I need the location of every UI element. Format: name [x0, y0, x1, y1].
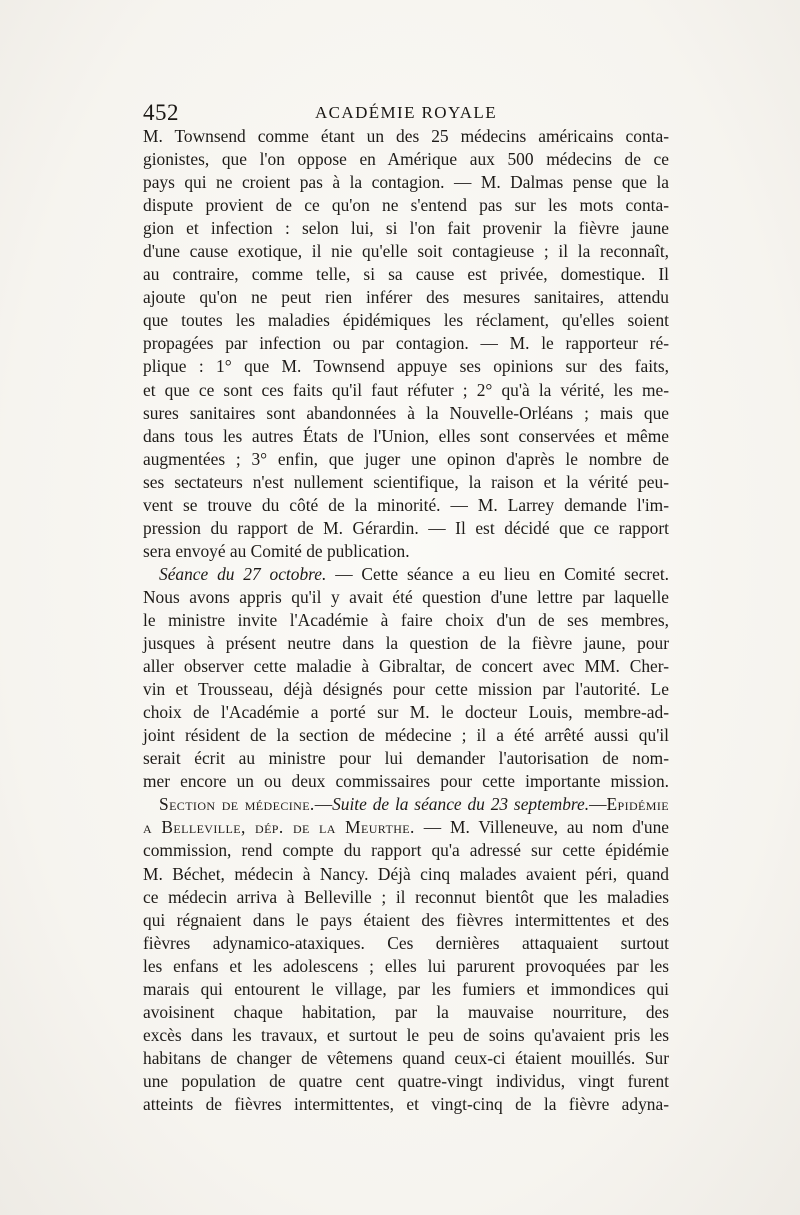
seance-text: — Cette séance a eu lieu en Comité secret.	[326, 563, 669, 584]
text-line: ce médecin arriva à Belleville ; il reconnut bientôt que les maladies	[143, 886, 669, 907]
text-line: joint résident de la section de médecine ; il a été arrêté aussi qu'il	[143, 725, 669, 746]
text-line: dans tous les autres États de l'Union, elles sont conservées et même	[143, 425, 669, 446]
text-line: propagées par infection ou par contagion. — M. le rapporteur ré-	[143, 333, 669, 354]
text-line: avoisinent chaque habitation, par la mauvaise nourriture, des	[143, 1001, 669, 1022]
text-line: augmentées ; 3° enfin, que juger une opinon d'après le nombre de	[143, 448, 669, 469]
text-line: le ministre invite l'Académie à faire choix d'un de ses membres,	[143, 609, 669, 630]
text-line: au contraire, comme telle, si sa cause est privée, domestique. Il	[143, 264, 669, 285]
text-line: choix de l'Académie a porté sur M. le docteur Louis, membre-ad-	[143, 702, 669, 723]
text-line: dispute provient de ce qu'on ne s'entend pas sur les mots conta-	[143, 195, 669, 216]
text-line: sera envoyé au Comité de publication.	[143, 540, 410, 561]
body-text	[143, 125, 669, 1116]
text-line: les enfans et les adolescens ; elles lui parurent provoquées par les	[143, 955, 669, 976]
section-separator: —	[589, 794, 607, 815]
text-line: pays qui ne croient pas à la contagion. — M. Dalmas pense que la	[143, 172, 669, 193]
text-line: que toutes les maladies épidémiques les réclament, qu'elles soient	[143, 310, 669, 331]
text-line: qui régnaient dans le pays étaient des fièvres intermittentes et des	[143, 909, 669, 930]
section-subtitle: Suite de la séance du 23 septembre.	[332, 794, 590, 815]
text-line: commission, rend compte du rapport qu'a adressé sur cette épidémie	[143, 840, 669, 861]
text-line: plique : 1° que M. Townsend appuye ses opinions sur des faits,	[143, 356, 669, 377]
text-line: sures sanitaires sont abandonnées à la Nouvelle-Orléans ; mais que	[143, 402, 669, 423]
seance-paragraph-start	[143, 563, 669, 586]
section-heading: Section de médecine.	[159, 794, 315, 815]
text-line: habitans de changer de vêtemens quand ceux-ci étaient mouillés. Sur	[143, 1047, 669, 1068]
seance-label: Séance du 27 octobre.	[159, 563, 327, 584]
text-line: ses sectateurs n'est nullement scientifique, la raison et la vérité peu-	[143, 471, 669, 492]
text-line: aller observer cette maladie à Gibraltar, de concert avec MM. Cher-	[143, 656, 669, 677]
page-header	[143, 100, 669, 126]
text-line: excès dans les travaux, et surtout le peu de soins qu'avaient pris les	[143, 1024, 669, 1045]
belleville-place: a Belleville, dép. de la Meurthe.	[143, 817, 415, 838]
belleville-line	[143, 816, 669, 839]
text-line: Nous avons appris qu'il y avait été question d'une lettre par laquelle	[143, 586, 669, 607]
text-line: fièvres adynamico-ataxiques. Ces dernières attaquaient surtout	[143, 932, 669, 953]
belleville-text: — M. Villeneuve, au nom d'une	[414, 817, 670, 838]
text-line: jusques à présent neutre dans la question de la fièvre jaune, pour	[143, 633, 669, 654]
text-line: mer encore un ou deux commissaires pour cette importante mission.	[143, 771, 669, 792]
text-line: ajoute qu'on ne peut rien inférer des mesures sanitaires, attendu	[143, 287, 669, 308]
text-line: gionistes, que l'on oppose en Amérique aux 500 médecins de ce	[143, 149, 669, 170]
text-line: M. Townsend comme étant un des 25 médecins américains conta-	[143, 126, 669, 146]
text-line: vent se trouve du côté de la minorité. — M. Larrey demande l'im-	[143, 494, 669, 515]
text-line: pression du rapport de M. Gérardin. — Il est décidé que ce rapport	[143, 517, 669, 538]
text-line: une population de quatre cent quatre-vingt individus, vingt furent	[143, 1070, 669, 1091]
text-line: et que ce sont ces faits qu'il faut réfuter ; 2° qu'à la vérité, les me-	[143, 379, 669, 400]
running-head: ACADÉMIE ROYALE	[314, 103, 498, 122]
text-line: serait écrit au ministre pour lui demander l'autorisation de nom-	[143, 748, 669, 769]
text-line: vin et Trousseau, déjà désignés pour cette mission par l'autorité. Le	[143, 679, 669, 700]
text-line: M. Béchet, médecin à Nancy. Déjà cinq malades avaient péri, quand	[143, 863, 669, 884]
text-line: gion et infection : selon lui, si l'on fait provenir la fièvre jaune	[143, 218, 669, 239]
page-number: 452	[143, 100, 179, 125]
section-separator: —	[314, 794, 333, 815]
text-line: atteints de fièvres intermittentes, et vingt-cinq de la fièvre adyna-	[143, 1093, 669, 1114]
text-line: d'une cause exotique, il nie qu'elle soit contagieuse ; il la reconnaît,	[143, 241, 669, 262]
section-heading-line	[143, 793, 669, 816]
text-line: marais qui entourent le village, par les fumiers et immondices qui	[143, 978, 669, 999]
section-topic: Epidémie	[606, 794, 669, 815]
